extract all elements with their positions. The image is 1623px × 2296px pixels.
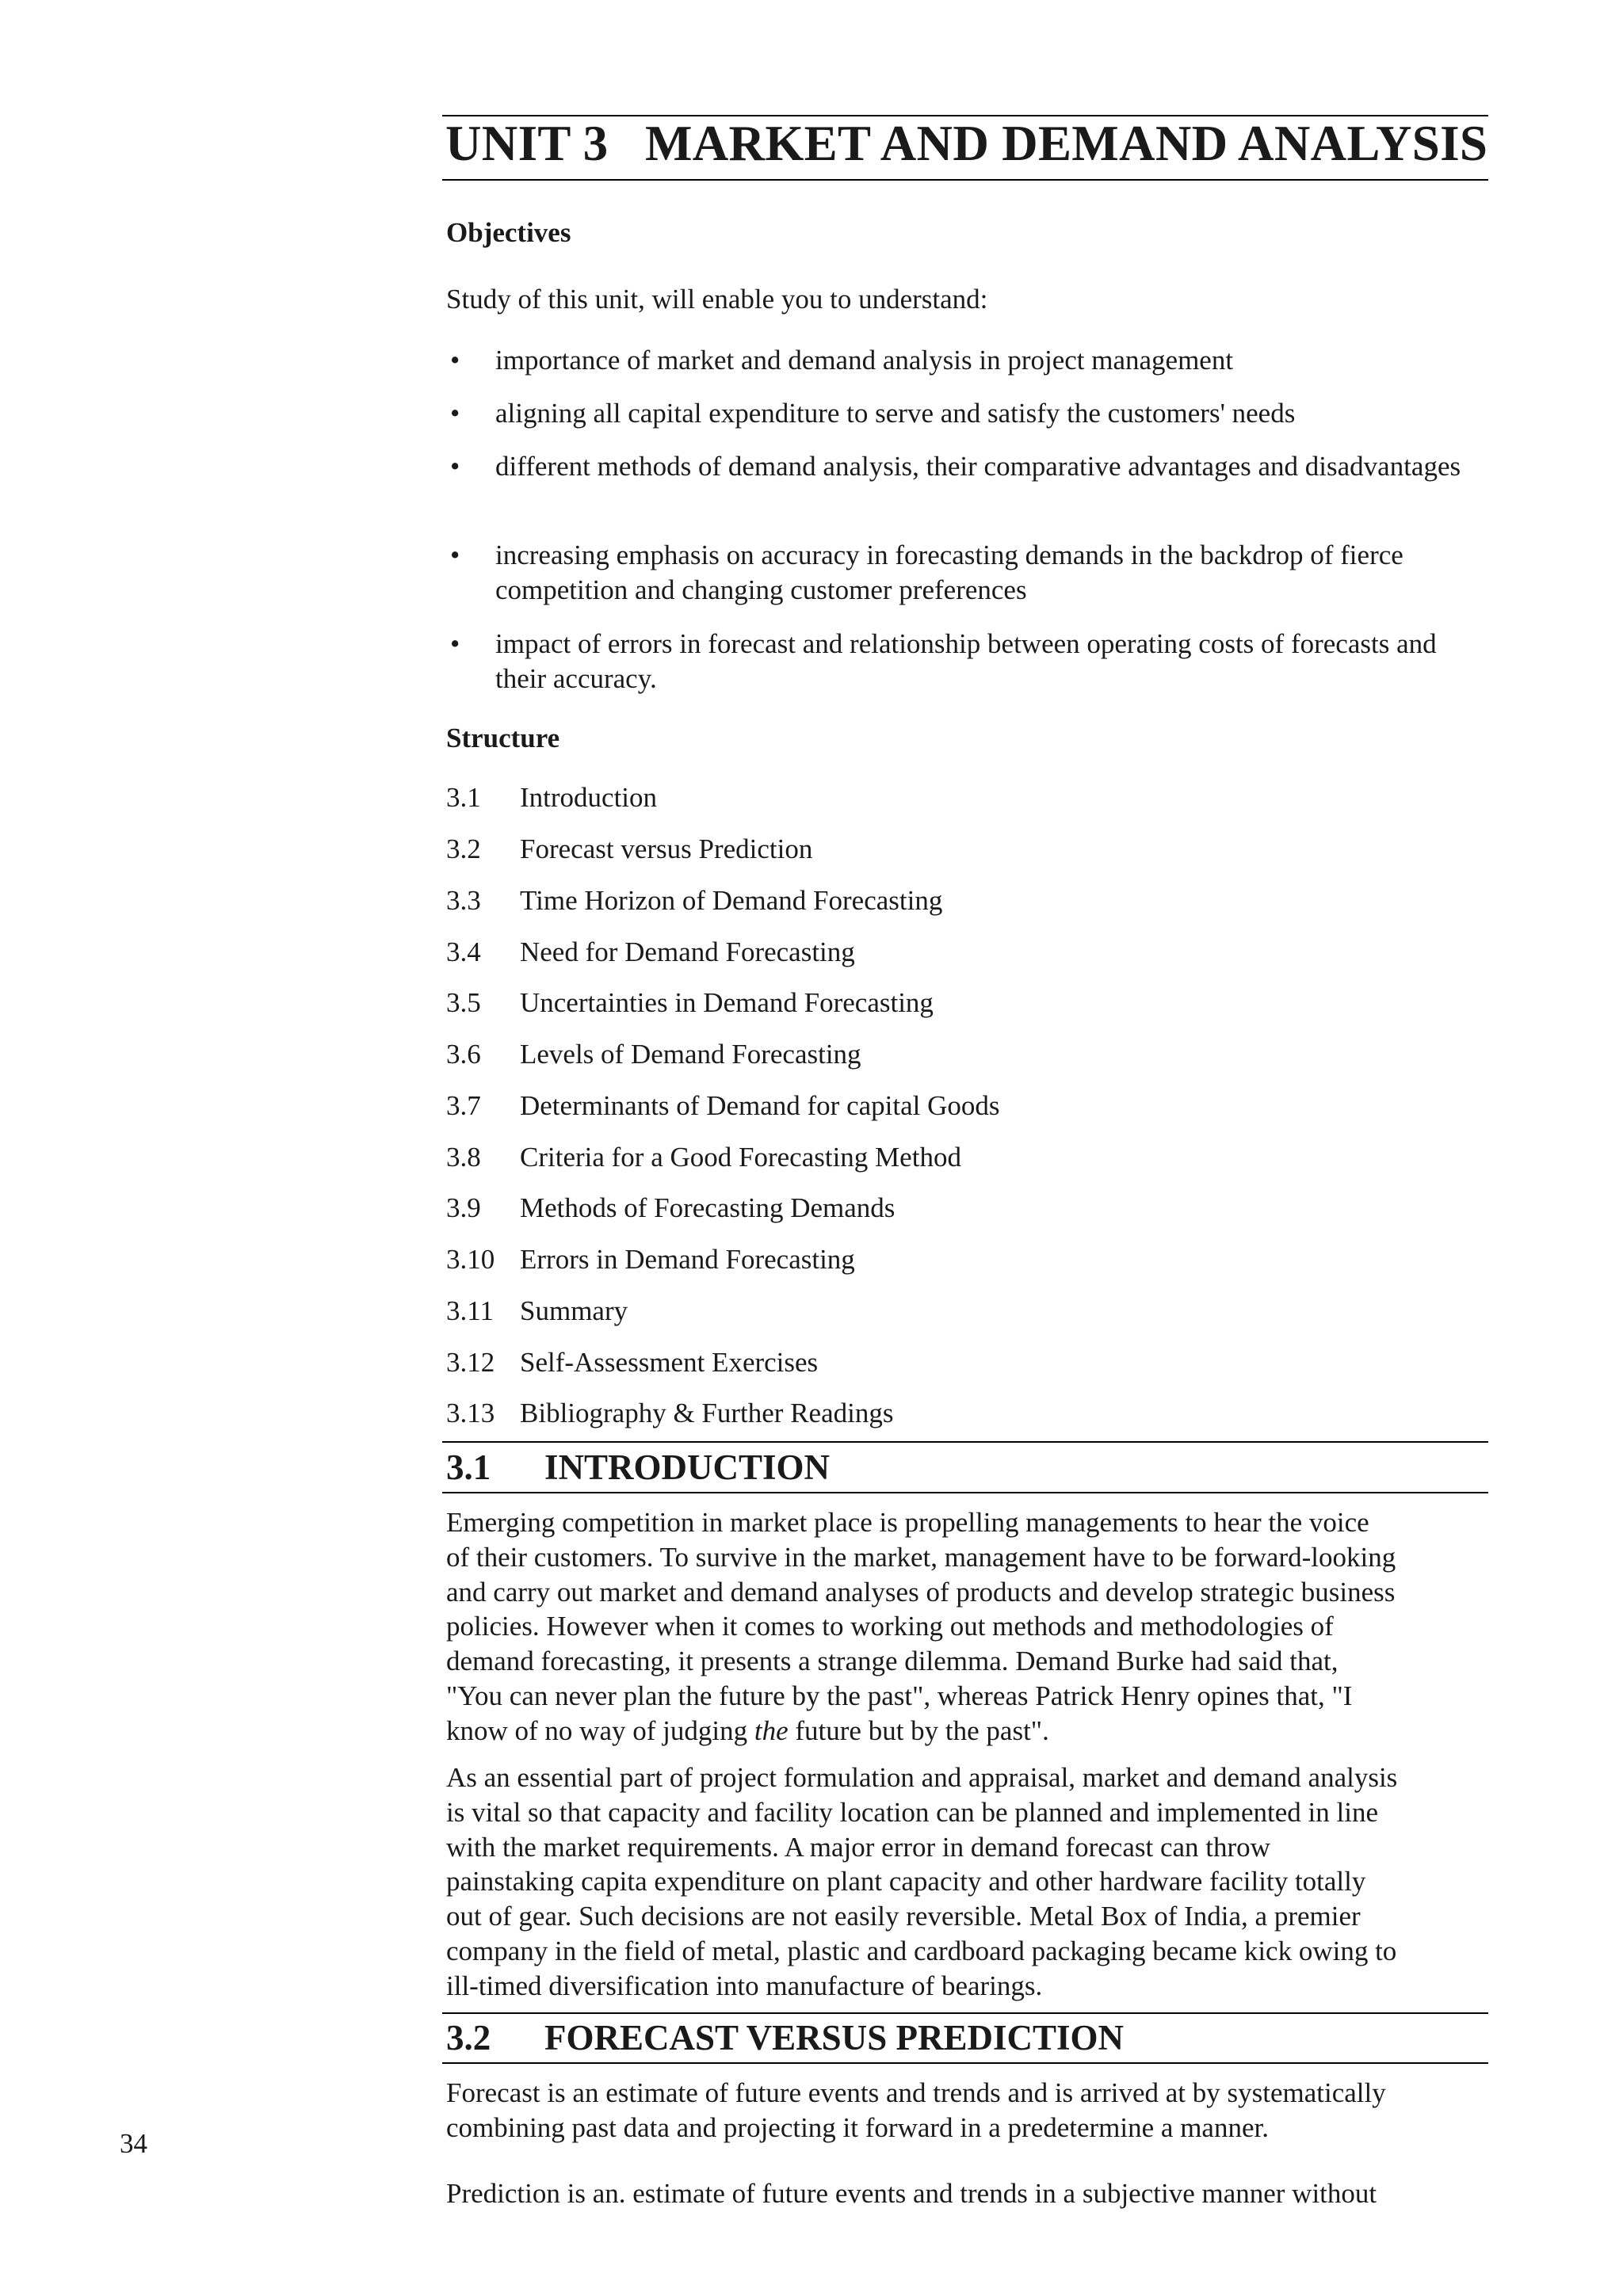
toc-entry (446, 1348, 818, 1376)
toc-number: 3.3 (446, 885, 481, 916)
paragraph-line: Prediction is an. estimate of future events and trends in a subjective manner without (446, 2178, 1377, 2209)
toc-entry (446, 1143, 961, 1171)
section-number: 3.2 (446, 2018, 491, 2058)
bullet-icon: • (450, 628, 460, 659)
toc-title: Introduction (520, 782, 658, 813)
toc-entry (446, 887, 942, 914)
paragraph-line: of their customers. To survive in the market, management have to be forward-looking (446, 1542, 1396, 1573)
toc-number: 3.9 (446, 1192, 481, 1223)
toc-title: Errors in Demand Forecasting (520, 1244, 855, 1275)
toc-entry (446, 1245, 855, 1273)
toc-number: 3.1 (446, 782, 481, 813)
toc-number: 3.8 (446, 1142, 481, 1173)
toc-title: Self-Assessment Exercises (520, 1347, 819, 1378)
section-3-1-heading (446, 1447, 831, 1487)
toc-title: Methods of Forecasting Demands (520, 1192, 896, 1223)
section-3-2-bottom-rule (442, 2062, 1488, 2064)
paragraph-line: is vital so that capacity and facility location can be planned and implemented in line (446, 1797, 1379, 1828)
section-3-1-bottom-rule (442, 1492, 1488, 1493)
toc-number: 3.6 (446, 1039, 481, 1070)
paragraph-line: with the market requirements. A major error in demand forecast can throw (446, 1832, 1270, 1863)
toc-title: Levels of Demand Forecasting (520, 1039, 861, 1070)
toc-number: 3.12 (446, 1347, 495, 1378)
bullet-icon: • (450, 540, 460, 570)
paragraph-line: ill-timed diversification into manufacture of bearings. (446, 1970, 1043, 2001)
paragraph-line (446, 1717, 1049, 1745)
objectives-heading: Objectives (446, 217, 571, 248)
toc-number: 3.7 (446, 1090, 481, 1121)
text-segment: future but by the past". (788, 1715, 1049, 1746)
paragraph-line: out of gear. Such decisions are not easily reversible. Metal Box of India, a premier (446, 1901, 1361, 1932)
objective-text: increasing emphasis on accuracy in forecasting demands in the backdrop of fierce competition and changing customer preferences (495, 540, 1403, 605)
paragraph-line: "You can never plan the future by the past", whereas Patrick Henry opines that, "I (446, 1680, 1353, 1711)
section-number: 3.1 (446, 1447, 491, 1487)
toc-title: Time Horizon of Demand Forecasting (520, 885, 943, 916)
toc-number: 3.4 (446, 936, 481, 967)
toc-entry (446, 1399, 893, 1427)
paragraph-line: Emerging competition in market place is propelling managements to hear the voice (446, 1507, 1369, 1538)
bullet-icon: • (450, 451, 460, 482)
objective-text: impact of errors in forecast and relationship between operating costs of forecasts and their accuracy. (495, 628, 1437, 694)
text-segment: know of no way of judging (446, 1715, 754, 1746)
unit-title-bottom-rule (442, 179, 1488, 181)
toc-entry (446, 1297, 628, 1325)
section-3-2-top-rule (442, 2012, 1488, 2014)
paragraph-line: combining past data and projecting it forward in a predetermine a manner. (446, 2112, 1269, 2143)
toc-number: 3.2 (446, 833, 481, 864)
paragraph-line: As an essential part of project formulation and appraisal, market and demand analysis (446, 1762, 1398, 1793)
toc-entry (446, 1040, 861, 1068)
italic-word: the (754, 1715, 789, 1746)
page-number: 34 (120, 2128, 147, 2159)
toc-number: 3.13 (446, 1398, 495, 1428)
objective-text: importance of market and demand analysis in project management (495, 345, 1234, 376)
paragraph-line: Forecast is an estimate of future events and trends and is arrived at by systematically (446, 2077, 1386, 2108)
toc-title: Criteria for a Good Forecasting Method (520, 1142, 961, 1173)
unit-number: UNIT 3 (445, 116, 609, 171)
toc-entry (446, 835, 812, 863)
unit-title-text: MARKET AND DEMAND ANALYSIS (645, 116, 1488, 171)
toc-entry (446, 1092, 1000, 1119)
paragraph-line: and carry out market and demand analyses of products and develop strategic business (446, 1577, 1396, 1608)
toc-title: Bibliography & Further Readings (520, 1398, 894, 1428)
paragraph-line: demand forecasting, it presents a strange dilemma. Demand Burke had said that, (446, 1646, 1338, 1676)
toc-entry (446, 938, 855, 966)
objectives-intro: Study of this unit, will enable you to understand: (446, 284, 988, 315)
toc-title: Forecast versus Prediction (520, 833, 813, 864)
section-3-1-top-rule (442, 1441, 1488, 1443)
toc-title: Uncertainties in Demand Forecasting (520, 987, 934, 1018)
structure-heading: Structure (446, 723, 560, 753)
toc-number: 3.11 (446, 1295, 494, 1326)
unit-title (445, 116, 1488, 171)
toc-entry (446, 1194, 895, 1222)
toc-title: Summary (520, 1295, 628, 1326)
paragraph-line: company in the field of metal, plastic and cardboard packaging became kick owing to (446, 1936, 1397, 1966)
toc-number: 3.10 (446, 1244, 495, 1275)
paragraph-line: policies. However when it comes to working out methods and methodologies of (446, 1611, 1334, 1642)
toc-title: Need for Demand Forecasting (520, 936, 855, 967)
section-title: INTRODUCTION (544, 1447, 831, 1487)
objective-text: aligning all capital expenditure to serve and satisfy the customers' needs (495, 398, 1296, 429)
toc-entry (446, 989, 934, 1016)
objective-text: different methods of demand analysis, their comparative advantages and disadvantages (495, 451, 1461, 482)
toc-number: 3.5 (446, 987, 481, 1018)
section-3-2-heading (446, 2020, 1124, 2056)
toc-title: Determinants of Demand for capital Goods (520, 1090, 1000, 1121)
toc-entry (446, 784, 657, 811)
bullet-icon: • (450, 345, 460, 376)
paragraph-line: painstaking capita expenditure on plant capacity and other hardware facility totally (446, 1866, 1366, 1897)
section-title: FORECAST VERSUS PREDICTION (544, 2018, 1125, 2058)
bullet-icon: • (450, 398, 460, 429)
